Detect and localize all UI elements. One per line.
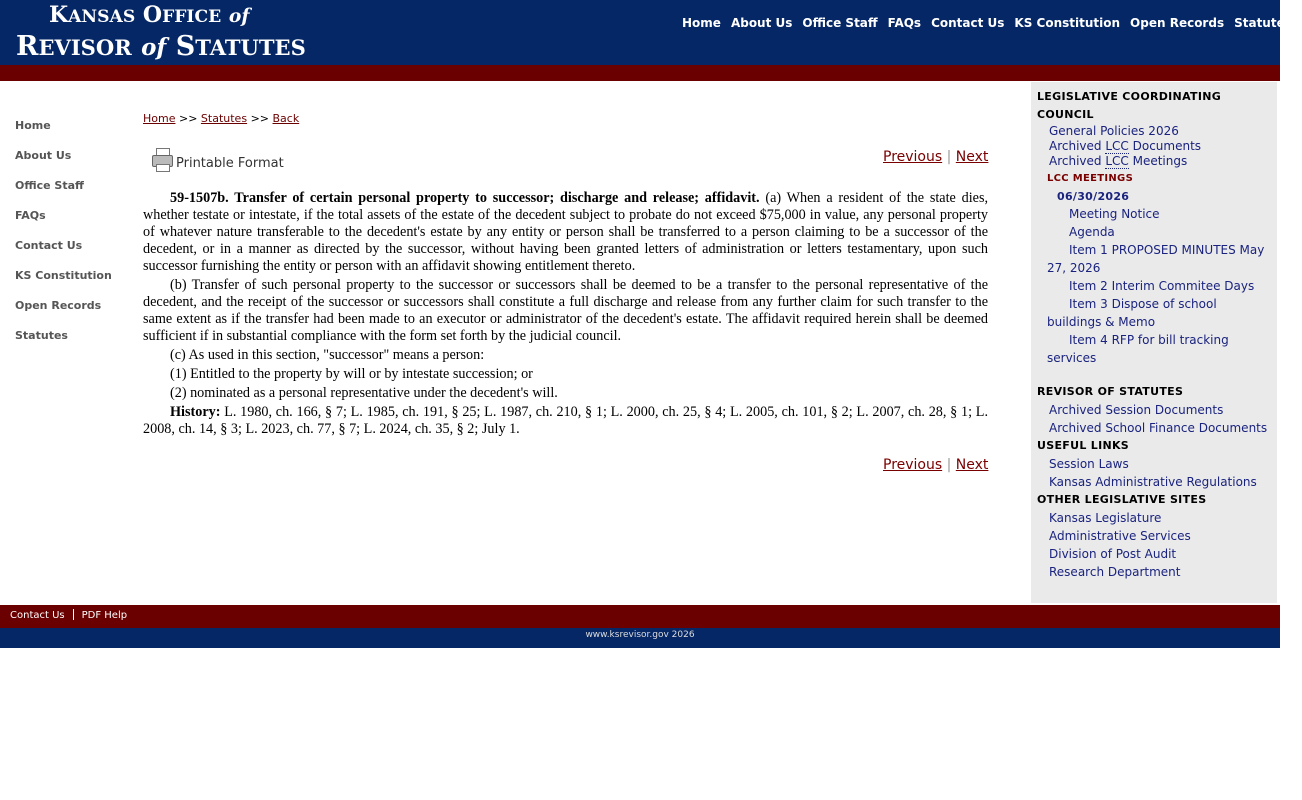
meeting-item-link[interactable]: Item 1 PROPOSED MINUTES May 27, 2026	[1047, 243, 1265, 275]
breadcrumb-separator: >>	[250, 112, 269, 125]
site-header	[0, 0, 1292, 65]
top-nav-home[interactable]: Home	[682, 16, 721, 30]
footer-copyright: www.ksrevisor.gov 2026	[0, 628, 1280, 648]
pager-separator: |	[946, 457, 952, 473]
left-nav-open-records[interactable]: Open Records	[15, 299, 102, 312]
left-nav-statutes[interactable]: Statutes	[15, 329, 68, 342]
logo-line-2: REVISOR of STATUTES	[16, 31, 306, 62]
archived-school-finance-link[interactable]: Archived School Finance Documents	[1049, 421, 1268, 435]
lcc-section-title: LEGISLATIVE COORDINATING COUNCIL	[1037, 90, 1222, 121]
archived-lcc-documents-link[interactable]: Archived LCC Documents	[1049, 139, 1202, 153]
top-nav-office-staff[interactable]: Office Staff	[802, 16, 878, 30]
top-nav-ks-constitution[interactable]: KS Constitution	[1014, 16, 1121, 30]
footer-pdf-help-link[interactable]: PDF Help	[81, 610, 128, 621]
left-nav-ks-constitution[interactable]: KS Constitution	[15, 269, 112, 282]
pager-top	[883, 149, 988, 165]
statute-text	[143, 190, 988, 438]
meeting-item-link[interactable]: Agenda	[1069, 225, 1115, 239]
top-nav-about-us[interactable]: About Us	[730, 16, 793, 30]
previous-link[interactable]: Previous	[883, 149, 943, 165]
breadcrumb-back[interactable]: Back	[272, 112, 300, 125]
statute-paragraph-b: (b) Transfer of such personal property to the successor or successors shall be deemed to be a transfer to the personal representative of the decedent, and the receipt of the successor or successors shall constitute a full discharge and release from any further claim for such transfer to the same extent as if the transfer had been made to an executor or administrator of the decedent's estate. The affidavit required herein shall be deemed sufficient if in substantial compliance with the form set forth by the judicial council.	[143, 277, 988, 344]
archived-lcc-meetings-link[interactable]: Archived LCC Meetings	[1049, 154, 1188, 168]
left-nav-office-staff[interactable]: Office Staff	[15, 179, 84, 192]
footer-divider	[73, 609, 74, 620]
pager-separator: |	[946, 149, 952, 165]
meeting-item-link[interactable]: Item 4 RFP for bill tracking services	[1047, 333, 1229, 365]
revisor-section-title: REVISOR OF STATUTES	[1037, 385, 1184, 398]
statute-item-2: (2) nominated as a personal representative under the decedent's will.	[170, 385, 558, 401]
meeting-item-link[interactable]: Meeting Notice	[1069, 207, 1160, 221]
statute-paragraph-a: 59-1507b. Transfer of certain personal property to successor; discharge and release; affidavit. (a) When a resident of the state dies, whether testate or intestate, if the total assets of the estate of the decedent subject to probate do not exceed $75,000 in value, any personal property of whatever nature transferable to the decedent's estate by any entity or person shall be transferred to a person claiming to be a successor of the decedent, or in a manner as directed by the successor, without having been granted letters of administration or letters testamentary, upon such successor furnishing the entity or person with an affidavit showing entitlement thereto.	[143, 190, 989, 274]
right-sidebar	[1031, 82, 1277, 603]
meeting-item-link[interactable]: Item 3 Dispose of school buildings & Memo	[1047, 297, 1217, 329]
division-of-post-audit-link[interactable]: Division of Post Audit	[1049, 547, 1177, 561]
printable-format-label: Printable Format	[176, 155, 284, 171]
header-accent-bar	[0, 65, 1280, 81]
lcc-meetings-heading: LCC MEETINGS	[1047, 173, 1134, 184]
top-nav-open-records[interactable]: Open Records	[1130, 16, 1225, 30]
meeting-date: 06/30/2026	[1057, 190, 1130, 203]
next-link[interactable]: Next	[955, 149, 989, 165]
statute-history: History: L. 1980, ch. 166, § 7; L. 1985, ch. 191, § 25; L. 1987, ch. 210, § 1; L. 2000, ch. 25, § 4; L. 2005, ch. 101, § 2; L. 2007, ch. 28, § 1; L. 2008, ch. 14, § 3; L. 2023, ch. 77, § 7; L. 2024, ch. 35, § 2; July 1.	[143, 404, 989, 437]
statute-heading: 59-1507b. Transfer of certain personal property to successor; discharge and release; affidavit.	[170, 190, 760, 206]
research-department-link[interactable]: Research Department	[1049, 565, 1181, 579]
administrative-services-link[interactable]: Administrative Services	[1049, 529, 1191, 543]
next-link[interactable]: Next	[955, 457, 989, 473]
pager-bottom	[883, 457, 988, 473]
archived-session-documents-link[interactable]: Archived Session Documents	[1049, 403, 1224, 417]
left-nav-about-us[interactable]: About Us	[15, 149, 72, 162]
top-nav-contact-us[interactable]: Contact Us	[931, 16, 1005, 30]
footer-contact-us-link[interactable]: Contact Us	[10, 610, 65, 621]
left-nav	[15, 119, 112, 359]
breadcrumb-statutes[interactable]: Statutes	[200, 112, 248, 125]
breadcrumb-home[interactable]: Home	[143, 112, 176, 125]
printable-format-link[interactable]	[151, 147, 284, 171]
other-sites-title: OTHER LEGISLATIVE SITES	[1037, 493, 1207, 506]
top-nav	[682, 16, 1302, 30]
breadcrumb-separator: >>	[178, 112, 198, 125]
breadcrumb	[143, 112, 299, 125]
kansas-admin-regulations-link[interactable]: Kansas Administrative Regulations	[1049, 475, 1257, 489]
left-nav-faqs[interactable]: FAQs	[15, 209, 46, 222]
footer-links-bar	[0, 605, 1280, 628]
kansas-legislature-link[interactable]: Kansas Legislature	[1049, 511, 1162, 525]
logo-line-1: KANSAS OFFICE of	[49, 2, 250, 28]
left-nav-contact-us[interactable]: Contact Us	[15, 239, 83, 252]
general-policies-link[interactable]: General Policies 2026	[1049, 124, 1179, 138]
printer-icon	[151, 147, 173, 171]
useful-links-title: USEFUL LINKS	[1037, 439, 1130, 452]
meeting-item-link[interactable]: Item 2 Interim Commitee Days	[1069, 279, 1255, 293]
statute-item-1: (1) Entitled to the property by will or by intestate succession; or	[170, 366, 533, 382]
top-nav-faqs[interactable]: FAQs	[887, 16, 922, 30]
top-nav-statutes[interactable]: Statutes	[1234, 16, 1292, 30]
session-laws-link[interactable]: Session Laws	[1049, 457, 1129, 471]
left-nav-home[interactable]: Home	[15, 119, 51, 132]
statute-paragraph-c: (c) As used in this section, "successor" means a person:	[170, 347, 485, 363]
previous-link[interactable]: Previous	[883, 457, 943, 473]
